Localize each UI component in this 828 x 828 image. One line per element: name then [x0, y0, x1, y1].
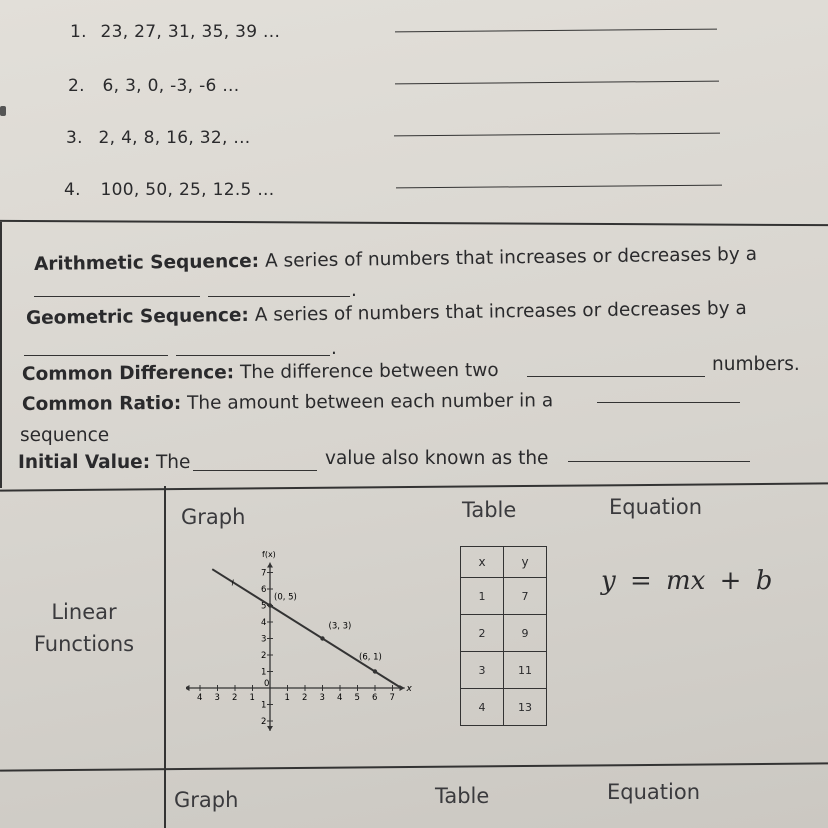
graph-point — [320, 636, 324, 640]
table-cell: 13 — [504, 689, 547, 726]
question-text: 23, 27, 31, 35, 39 ... — [100, 22, 281, 42]
section-left-edge — [0, 222, 2, 488]
y-tick-label: 6 — [261, 585, 267, 595]
x-tick-label: 4 — [337, 693, 343, 703]
table-cell: 3 — [461, 652, 504, 689]
graph-axes — [186, 550, 413, 731]
table-row — [461, 652, 547, 689]
arithmetic-blank-2[interactable] — [208, 296, 350, 297]
function-line — [212, 569, 401, 688]
geometric-period: . — [331, 338, 337, 359]
table-header-row — [461, 547, 547, 578]
common-difference-after: numbers. — [712, 354, 800, 375]
graph-point-label: (0, 5) — [274, 592, 297, 603]
y-tick-label: 1 — [261, 667, 267, 678]
y-tick-label: 7 — [261, 568, 267, 579]
graph-point-label: (6, 1) — [359, 652, 382, 663]
table-cell: 1 — [461, 578, 504, 615]
question-text: 6, 3, 0, -3, -6 ... — [102, 76, 240, 96]
table-cell: 11 — [504, 652, 547, 689]
y-tick-label: 2 — [261, 651, 267, 661]
header-graph: Graph — [181, 505, 246, 529]
def-term: Common Ratio: — [21, 392, 182, 415]
x-axis-arrow-left — [186, 685, 190, 691]
arithmetic-blank-1[interactable] — [34, 296, 200, 297]
header-equation: Equation — [609, 495, 703, 519]
x-tick-label: 6 — [372, 693, 378, 703]
table-row — [461, 615, 547, 652]
question-number: 3. — [66, 128, 83, 148]
y-axis-arrow-up — [267, 563, 273, 568]
x-tick-label: 1 — [284, 693, 290, 703]
def-term: Geometric Sequence: — [25, 304, 250, 329]
question-number: 1. — [70, 22, 87, 42]
x-tick-label: 2 — [232, 693, 238, 703]
bottom-header-equation: Equation — [607, 780, 701, 804]
def-text: The amount between each number in a — [187, 390, 554, 414]
x-tick-label: 4 — [197, 693, 203, 703]
equation-mx: mx — [666, 566, 706, 596]
y-tick-label: 2 — [261, 717, 267, 727]
def-common-ratio — [22, 390, 553, 415]
x-tick-label: 0 — [264, 679, 270, 689]
def-text: The difference between two — [239, 359, 499, 384]
answer-blank-2[interactable] — [395, 81, 719, 85]
equation-plus: + — [719, 566, 742, 596]
y-axis-label: f(x) — [262, 549, 276, 559]
x-tick-label: 1 — [249, 693, 255, 703]
x-tick-label: 5 — [354, 693, 360, 703]
x-tick-label: 2 — [302, 693, 308, 703]
def-term: Arithmetic Sequence: — [33, 250, 260, 275]
def-initial-value — [18, 452, 190, 473]
question-text: 2, 4, 8, 16, 32, ... — [98, 128, 251, 148]
answer-blank-3[interactable] — [394, 133, 720, 137]
def-text: A series of numbers that increases or decreases by a — [264, 243, 758, 272]
row-label-line2: Functions — [33, 632, 135, 656]
y-tick-label: 3 — [261, 634, 267, 645]
x-axis-label: x — [406, 684, 412, 694]
grid-middle-line — [0, 762, 828, 771]
y-axis-arrow-down — [267, 726, 273, 731]
y-tick-label: 4 — [261, 618, 267, 628]
row-label — [28, 600, 140, 656]
graph-points — [268, 593, 382, 674]
graph-point — [373, 669, 377, 673]
table-row — [461, 578, 547, 615]
def-common-difference — [22, 360, 499, 385]
x-tick-label: 7 — [389, 693, 395, 703]
value-table — [460, 546, 547, 726]
table-row — [461, 689, 547, 726]
question-1 — [70, 22, 280, 42]
def-text: A series of numbers that increases or decreases by a — [254, 297, 747, 326]
question-2 — [68, 76, 239, 96]
section-divider — [0, 220, 828, 226]
table-header-cell: x — [461, 547, 504, 578]
table-cell: 4 — [461, 689, 504, 726]
def-term: Initial Value: — [18, 452, 151, 473]
arithmetic-period: . — [351, 280, 357, 301]
x-tick-label: 3 — [319, 693, 325, 703]
margin-mark — [0, 106, 6, 116]
header-table: Table — [462, 498, 517, 522]
question-3 — [66, 128, 251, 148]
initial-value-blank-1[interactable] — [193, 470, 317, 471]
x-tick-label: 3 — [214, 693, 220, 703]
geometric-blank-2[interactable] — [176, 355, 330, 356]
equation-equals: = — [629, 566, 652, 596]
def-geometric — [26, 298, 747, 329]
grid-top-line — [0, 482, 828, 491]
def-arithmetic — [34, 244, 757, 275]
linear-graph — [186, 540, 426, 740]
common-ratio-blank[interactable] — [597, 402, 740, 403]
graph-point-label: (3, 3) — [328, 621, 352, 632]
table-cell: 2 — [461, 615, 504, 652]
table-cell: 7 — [504, 578, 547, 615]
value-table-body — [461, 547, 547, 726]
grid-left-line — [164, 486, 166, 828]
y-tick-label: 1 — [261, 700, 267, 711]
def-term: Common Difference: — [21, 362, 235, 385]
question-4 — [64, 180, 274, 200]
geometric-blank-1[interactable] — [24, 355, 168, 356]
table-cell: 9 — [504, 615, 547, 652]
bottom-header-table: Table — [435, 784, 490, 808]
graph-line — [212, 569, 401, 688]
graph-point — [268, 603, 272, 607]
question-text: 100, 50, 25, 12.5 ... — [100, 180, 275, 200]
answer-blank-1[interactable] — [395, 29, 717, 33]
equation — [601, 566, 772, 596]
common-difference-blank[interactable] — [527, 376, 705, 377]
initial-value-blank-2[interactable] — [568, 461, 750, 462]
question-number: 4. — [64, 180, 81, 200]
question-number: 2. — [68, 76, 85, 96]
y-tick-label: 5 — [261, 601, 267, 612]
answer-blank-4[interactable] — [396, 185, 722, 189]
table-header-cell: y — [504, 547, 547, 578]
row-label-line1: Linear — [51, 600, 117, 624]
equation-b: b — [755, 566, 773, 596]
def-text: The — [155, 452, 191, 473]
line-label: l — [231, 578, 234, 588]
equation-lhs: y — [601, 566, 616, 596]
bottom-header-graph: Graph — [174, 788, 239, 812]
initial-value-middle: value also known as the — [325, 448, 549, 469]
common-ratio-cont: sequence — [20, 425, 110, 446]
